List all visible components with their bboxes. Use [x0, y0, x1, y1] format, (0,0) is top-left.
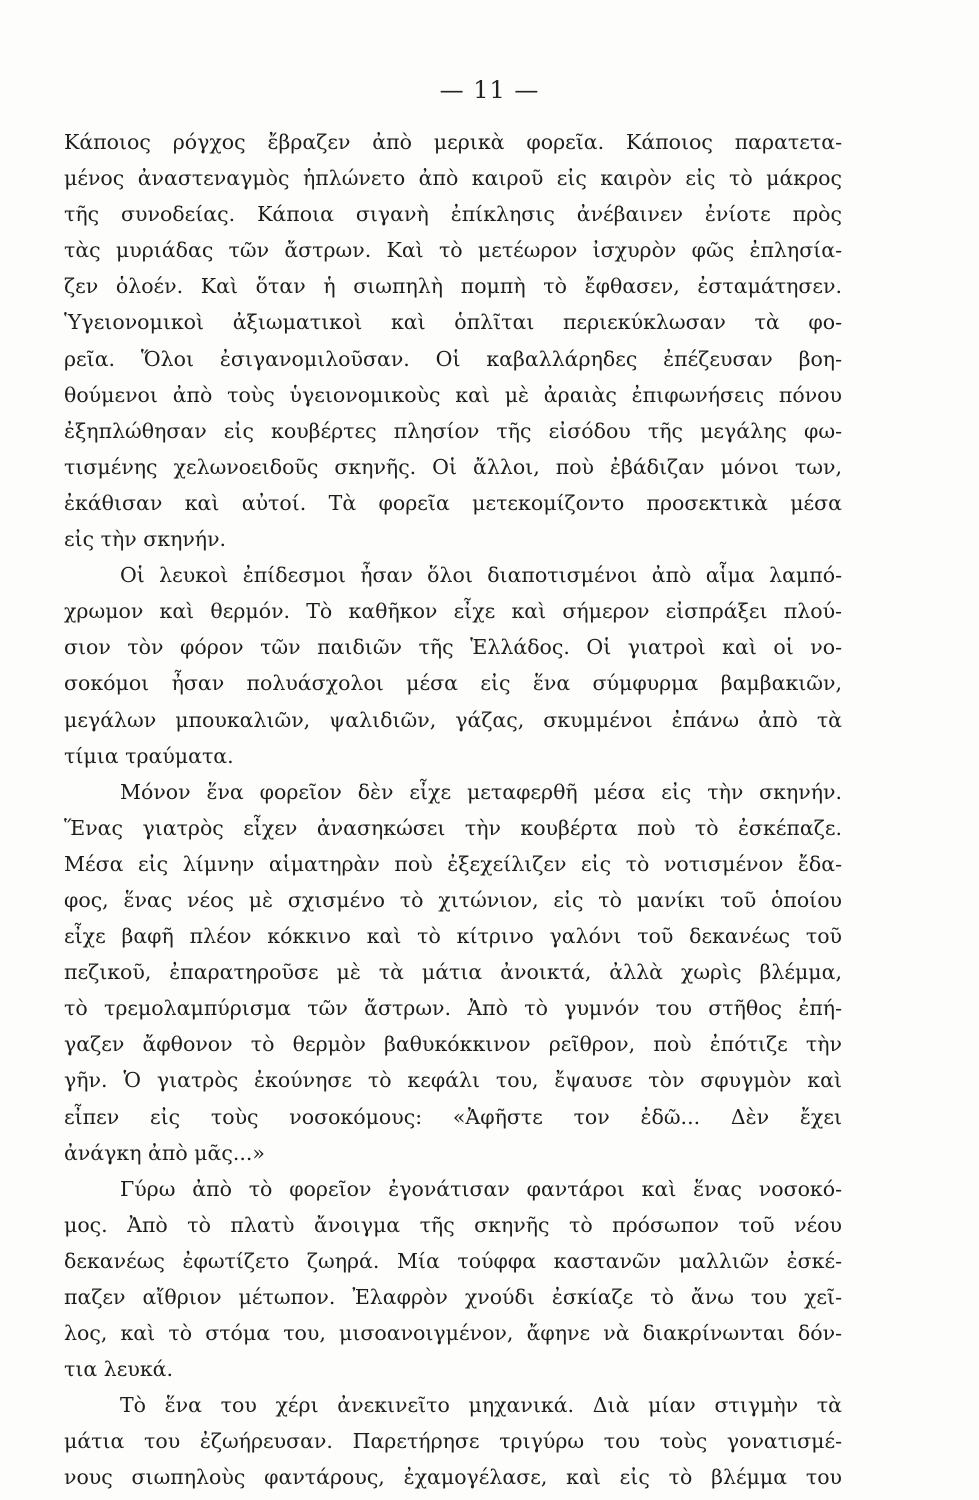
text-line: δεκανέως ἐφωτίζετο ζωηρά. Μία τούφφα καστανῶν μαλλιῶν ἐσκέ-: [64, 1248, 842, 1273]
text-line: λος, καὶ τὸ στόμα του, μισοανοιγμένον, ἄφηνε νὰ διακρίνωνται δόν-: [64, 1321, 842, 1346]
text-line: τισμένης χελωνοειδοῦς σκηνῆς. Οἱ ἄλλοι, ποὺ ἐβάδιζαν μόνοι των,: [64, 454, 842, 479]
text-line: σιον τὸν φόρον τῶν παιδιῶν τῆς Ἑλλάδος. Οἱ γιατροὶ καὶ οἱ νο-: [64, 635, 842, 660]
text-line: Τὸ ἕνα του χέρι ἀνεκινεῖτο μηχανικά. Διὰ μίαν στιγμὴν τὰ: [120, 1393, 842, 1418]
text-line: μεγάλων μπουκαλιῶν, ψαλιδιῶν, γάζας, σκυμμένοι ἐπάνω ἀπὸ τὰ: [64, 707, 842, 732]
text-line: Μέσα εἰς λίμνην αἱματηρὰν ποὺ ἐξεχείλιζεν εἰς τὸ νοτισμένον ἔδα-: [64, 851, 842, 876]
text-line: ἐκάθισαν καὶ αὐτοί. Τὰ φορεῖα μετεκομίζοντο προσεκτικὰ μέσα: [64, 490, 842, 515]
text-line: τὸ τρεμολαμπύρισμα τῶν ἄστρων. Ἀπὸ τὸ γυμνόν του στῆθος ἐπή-: [64, 996, 842, 1021]
text-line: παζεν αἴθριον μέτωπον. Ἐλαφρὸν χνούδι ἐσκίαζε τὸ ἄνω του χεῖ-: [64, 1285, 842, 1309]
text-line: τῆς συνοδείας. Κάποια σιγανὴ ἐπίκλησις ἀνέβαινεν ἐνίοτε πρὸς: [64, 202, 842, 227]
text-line: μάτια του ἐζωήρευσαν. Παρετήρησε τριγύρω του τοὺς γονατισμέ-: [64, 1429, 842, 1454]
text-line: φος, ἕνας νέος μὲ σχισμένο τὸ χιτώνιον, εἰς τὸ μανίκι τοῦ ὁποίου: [64, 887, 842, 912]
text-line: ρεῖα. Ὅλοι ἐσιγανομιλοῦσαν. Οἱ καβαλλάρηδες ἐπέζευσαν βοη-: [64, 346, 842, 371]
text-line: γῆν. Ὁ γιατρὸς ἐκούνησε τὸ κεφάλι του, ἔψαυσε τὸν σφυγμὸν καὶ: [64, 1068, 842, 1093]
page-number: — 11 —: [439, 76, 540, 104]
text-line: ἐξηπλώθησαν εἰς κουβέρτες πλησίον τῆς εἰσόδου τῆς μεγάλης φω-: [64, 418, 842, 443]
text-line: εἶπεν εἰς τοὺς νοσοκόμους: «Ἀφῆστε τον ἐδῶ... Δὲν ἔχει: [64, 1104, 842, 1129]
text-line: Οἱ λευκοὶ ἐπίδεσμοι ἦσαν ὅλοι διαποτισμένοι ἀπὸ αἷμα λαμπό-: [120, 563, 842, 588]
text-line: Ὑγειονομικοὶ ἀξιωματικοὶ καὶ ὁπλῖται περιεκύκλωσαν τὰ φο-: [64, 310, 842, 335]
body-text: [64, 124, 842, 1496]
text-line: τια λευκά.: [64, 1357, 173, 1382]
text-line: εἰς τὴν σκηνήν.: [64, 527, 227, 552]
text-line: νους σιωπηλοὺς φαντάρους, ἐχαμογέλασε, καὶ εἰς τὸ βλέμμα του: [64, 1465, 842, 1490]
text-line: χρωμον καὶ θερμόν. Τὸ καθῆκον εἶχε καὶ σήμερον εἰσπράξει πλού-: [64, 599, 842, 624]
text-line: πεζικοῦ, ἐπαρατηροῦσε μὲ τὰ μάτια ἀνοικτά, ἀλλὰ χωρὶς βλέμμα,: [64, 960, 842, 985]
text-line: τίμια τραύματα.: [64, 743, 234, 768]
text-line: γαζεν ἄφθονον τὸ θερμὸν βαθυκόκκινον ρεῖθρον, ποὺ ἐπότιζε τὴν: [64, 1032, 842, 1057]
text-line: Ἕνας γιατρὸς εἶχεν ἀνασηκώσει τὴν κουβέρτα ποὺ τὸ ἐσκέπαζε.: [64, 815, 842, 840]
text-line: ζεν ὁλοέν. Καὶ ὅταν ἡ σιωπηλὴ πομπὴ τὸ ἔφθασεν, ἐσταμάτησεν.: [64, 274, 842, 299]
text-line: Μόνον ἕνα φορεῖον δὲν εἶχε μεταφερθῆ μέσα εἰς τὴν σκηνήν.: [120, 779, 842, 804]
text-line: θούμενοι ἀπὸ τοὺς ὑγειονομικοὺς καὶ μὲ ἀραιὰς ἐπιφωνήσεις πόνου: [64, 382, 842, 407]
text-line: τὰς μυριάδας τῶν ἄστρων. Καὶ τὸ μετέωρον ἰσχυρὸν φῶς ἐπλησία-: [64, 238, 842, 263]
text-line: μος. Ἀπὸ τὸ πλατὺ ἄνοιγμα τῆς σκηνῆς τὸ πρόσωπον τοῦ νέου: [64, 1212, 842, 1237]
text-line: μένος ἀναστεναγμὸς ἡπλώνετο ἀπὸ καιροῦ εἰς καιρὸν εἰς τὸ μάκρος: [64, 166, 842, 191]
text-line: Κάποιος ρόγχος ἔβραζεν ἀπὸ μερικὰ φορεῖα. Κάποιος παρατετα-: [64, 130, 842, 154]
text-line: εἶχε βαφῆ πλέον κόκκινο καὶ τὸ κίτρινο γαλόνι τοῦ δεκανέως τοῦ: [64, 924, 842, 949]
text-line: σοκόμοι ἦσαν πολυάσχολοι μέσα εἰς ἕνα σύμφυρμα βαμβακιῶν,: [64, 671, 842, 696]
text-line: Γύρω ἀπὸ τὸ φορεῖον ἐγονάτισαν φαντάροι καὶ ἕνας νοσοκό-: [120, 1176, 842, 1201]
text-line: ἀνάγκη ἀπὸ μᾶς...»: [64, 1140, 265, 1165]
